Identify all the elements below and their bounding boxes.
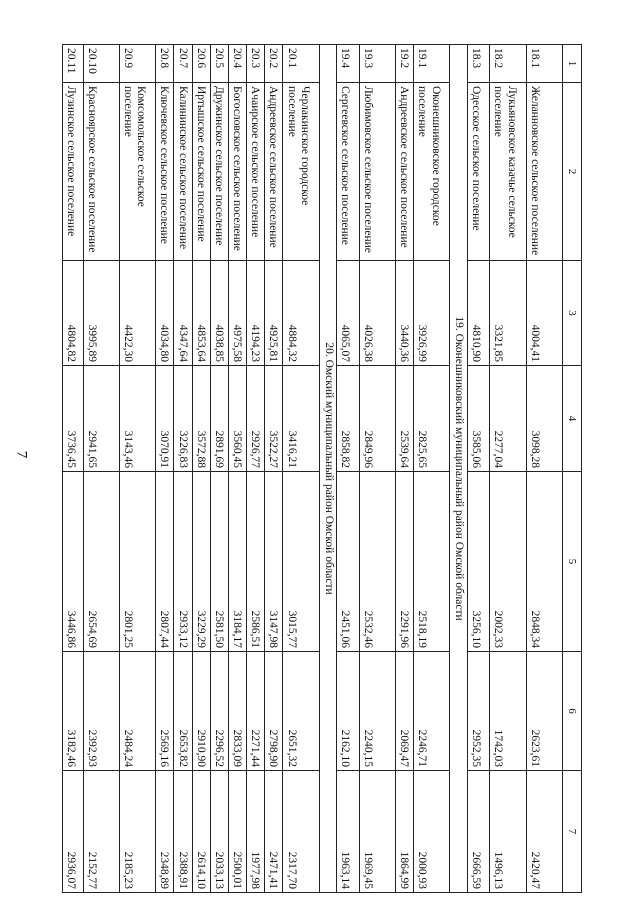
value-col-4: 3226,83: [174, 366, 192, 472]
value-col-3: 4065,07: [337, 261, 359, 366]
settlement-name: Ключевское сельское поселение: [156, 83, 174, 261]
value-col-4: 2941,65: [83, 366, 119, 472]
settlement-name: Черлакинское городское поселение: [283, 83, 319, 261]
value-col-4: 3585,06: [467, 366, 489, 472]
settlement-name: Сергеевское сельское поселение: [337, 83, 359, 261]
value-col-6: 1742,03: [490, 652, 526, 771]
row-number: 19.1: [414, 45, 450, 83]
tariff-table: [62, 44, 582, 893]
table-row: [192, 45, 210, 893]
header-col-3: 3: [563, 261, 582, 366]
row-number: 20.3: [247, 45, 265, 83]
settlement-name: Любимовское сельское поселение: [359, 83, 395, 261]
value-col-3: 4884,32: [283, 261, 319, 366]
table-row: [283, 45, 319, 893]
settlement-name: Иртышское сельское поселение: [192, 83, 210, 261]
value-col-3: 3321,85: [490, 261, 526, 366]
value-col-4: 3143,46: [119, 366, 155, 472]
value-col-7: 2420,47: [526, 771, 562, 893]
value-col-4: 3736,45: [63, 366, 84, 472]
table-row: [526, 45, 562, 893]
section-title: 19. Оконешниковский муниципальный район Омской области: [450, 45, 467, 893]
settlement-name: Андреевское сельское поселение: [265, 83, 283, 261]
row-number: 18.1: [526, 45, 562, 83]
settlement-name: Калининское сельское поселение: [174, 83, 192, 261]
value-col-3: 4925,81: [265, 261, 283, 366]
settlement-name: Желанновское сельское поселение: [526, 83, 562, 261]
value-col-7: 2152,77: [83, 771, 119, 893]
value-col-4: 3070,91: [156, 366, 174, 472]
value-col-5: 3229,29: [192, 472, 210, 652]
value-col-3: 4853,64: [192, 261, 210, 366]
section-row: [450, 45, 467, 893]
table-row: [228, 45, 246, 893]
header-col-2: 2: [563, 83, 582, 261]
value-col-6: 2484,24: [119, 652, 155, 771]
table-row: [265, 45, 283, 893]
settlement-name: Красноярское сельское поселение: [83, 83, 119, 261]
value-col-3: 4194,23: [247, 261, 265, 366]
value-col-5: 2801,25: [119, 472, 155, 652]
row-number: 19.2: [395, 45, 413, 83]
value-col-4: 3416,21: [283, 366, 319, 472]
value-col-7: 2666,59: [467, 771, 489, 893]
value-col-6: 2569,16: [156, 652, 174, 771]
value-col-5: 2532,46: [359, 472, 395, 652]
table-body: [63, 45, 563, 893]
table-container: [62, 44, 582, 892]
value-col-3: 3926,99: [414, 261, 450, 366]
settlement-name: Дружинское сельское поселение: [210, 83, 228, 261]
value-col-3: 4810,90: [467, 261, 489, 366]
value-col-3: 4975,58: [228, 261, 246, 366]
value-col-5: 3184,17: [228, 472, 246, 652]
value-col-6: 2910,90: [192, 652, 210, 771]
value-col-3: 4422,30: [119, 261, 155, 366]
value-col-4: 2539,64: [395, 366, 413, 472]
table-row: [337, 45, 359, 893]
header-row: [563, 45, 582, 893]
row-number: 20.2: [265, 45, 283, 83]
row-number: 20.4: [228, 45, 246, 83]
value-col-6: 2162,10: [337, 652, 359, 771]
table-row: [490, 45, 526, 893]
table-row: [210, 45, 228, 893]
value-col-6: 2392,93: [83, 652, 119, 771]
value-col-4: 3522,27: [265, 366, 283, 472]
value-col-4: 2825,65: [414, 366, 450, 472]
value-col-7: 2185,23: [119, 771, 155, 893]
row-number: 20.9: [119, 45, 155, 83]
value-col-5: 2518,19: [414, 472, 450, 652]
value-col-6: 2069,47: [395, 652, 413, 771]
value-col-5: 2002,33: [490, 472, 526, 652]
value-col-5: 2581,50: [210, 472, 228, 652]
table-row: [247, 45, 265, 893]
row-number: 18.3: [467, 45, 489, 83]
value-col-7: 1969,45: [359, 771, 395, 893]
settlement-name: Оконешниковское городское поселение: [414, 83, 450, 261]
value-col-6: 2246,71: [414, 652, 450, 771]
header-col-4: 4: [563, 366, 582, 472]
table-row: [119, 45, 155, 893]
value-col-4: 2858,82: [337, 366, 359, 472]
value-col-7: 1496,13: [490, 771, 526, 893]
value-col-7: 1963,14: [337, 771, 359, 893]
value-col-7: 2936,07: [63, 771, 84, 893]
row-number: 20.10: [83, 45, 119, 83]
value-col-6: 2952,35: [467, 652, 489, 771]
value-col-5: 2586,51: [247, 472, 265, 652]
row-number: 20.7: [174, 45, 192, 83]
value-col-5: 2654,69: [83, 472, 119, 652]
value-col-7: 2317,70: [283, 771, 319, 893]
row-number: 19.4: [337, 45, 359, 83]
value-col-5: 2848,34: [526, 472, 562, 652]
value-col-7: 2388,91: [174, 771, 192, 893]
value-col-6: 2651,32: [283, 652, 319, 771]
table-row: [467, 45, 489, 893]
value-col-4: 2849,96: [359, 366, 395, 472]
row-number: 18.2: [490, 45, 526, 83]
value-col-7: 2348,89: [156, 771, 174, 893]
row-number: 20.6: [192, 45, 210, 83]
value-col-6: 2653,82: [174, 652, 192, 771]
value-col-6: 2240,15: [359, 652, 395, 771]
value-col-5: 3147,98: [265, 472, 283, 652]
row-number: 19.3: [359, 45, 395, 83]
value-col-6: 3182,46: [63, 652, 84, 771]
header-col-5: 5: [563, 472, 582, 652]
value-col-3: 4804,82: [63, 261, 84, 366]
row-number: 20.1: [283, 45, 319, 83]
table-row: [174, 45, 192, 893]
settlement-name: Лузинское сельское поселение: [63, 83, 84, 261]
value-col-5: 2451,06: [337, 472, 359, 652]
value-col-3: 3440,36: [395, 261, 413, 366]
table-row: [359, 45, 395, 893]
value-col-4: 2891,69: [210, 366, 228, 472]
value-col-4: 2277,04: [490, 366, 526, 472]
row-number: 20.11: [63, 45, 84, 83]
header-col-1: 1: [563, 45, 582, 83]
settlement-name: Комсомольское сельское поселение: [119, 83, 155, 261]
value-col-3: 4026,38: [359, 261, 395, 366]
value-col-5: 3446,86: [63, 472, 84, 652]
section-title: 20. Омский муниципальный район Омской области: [319, 45, 336, 893]
value-col-6: 2623,61: [526, 652, 562, 771]
value-col-7: 2471,41: [265, 771, 283, 893]
settlement-name: Андреевское сельское поселение: [395, 83, 413, 261]
value-col-7: 2500,01: [228, 771, 246, 893]
value-col-3: 4004,41: [526, 261, 562, 366]
value-col-5: 3256,10: [467, 472, 489, 652]
header-col-7: 7: [563, 771, 582, 893]
value-col-7: 2614,10: [192, 771, 210, 893]
value-col-7: 2033,13: [210, 771, 228, 893]
value-col-5: 2807,44: [156, 472, 174, 652]
table-row: [156, 45, 174, 893]
value-col-6: 2833,09: [228, 652, 246, 771]
row-number: 20.5: [210, 45, 228, 83]
table-row: [63, 45, 84, 893]
value-col-6: 2296,52: [210, 652, 228, 771]
value-col-3: 3995,89: [83, 261, 119, 366]
value-col-6: 2271,44: [247, 652, 265, 771]
rotated-table-area: [58, 44, 582, 892]
value-col-3: 4347,64: [174, 261, 192, 366]
header-col-6: 6: [563, 652, 582, 771]
table-row: [83, 45, 119, 893]
value-col-7: 1977,98: [247, 771, 265, 893]
settlement-name: Богословское сельское поселение: [228, 83, 246, 261]
value-col-7: 2000,93: [414, 771, 450, 893]
value-col-5: 2933,12: [174, 472, 192, 652]
settlement-name: Ачаирское сельское поселение: [247, 83, 265, 261]
value-col-4: 3098,28: [526, 366, 562, 472]
value-col-4: 3572,88: [192, 366, 210, 472]
value-col-4: 3560,45: [228, 366, 246, 472]
value-col-5: 2291,96: [395, 472, 413, 652]
value-col-7: 1864,99: [395, 771, 413, 893]
table-row: [414, 45, 450, 893]
section-row: [319, 45, 336, 893]
value-col-4: 2926,77: [247, 366, 265, 472]
value-col-3: 4034,80: [156, 261, 174, 366]
value-col-5: 3015,77: [283, 472, 319, 652]
settlement-name: Лукьяновское казачье сельское поселение: [490, 83, 526, 261]
value-col-3: 4038,85: [210, 261, 228, 366]
table-row: [395, 45, 413, 893]
settlement-name: Одесское сельское поселение: [467, 83, 489, 261]
row-number: 20.8: [156, 45, 174, 83]
page-number: 7: [13, 450, 30, 459]
value-col-6: 2798,90: [265, 652, 283, 771]
